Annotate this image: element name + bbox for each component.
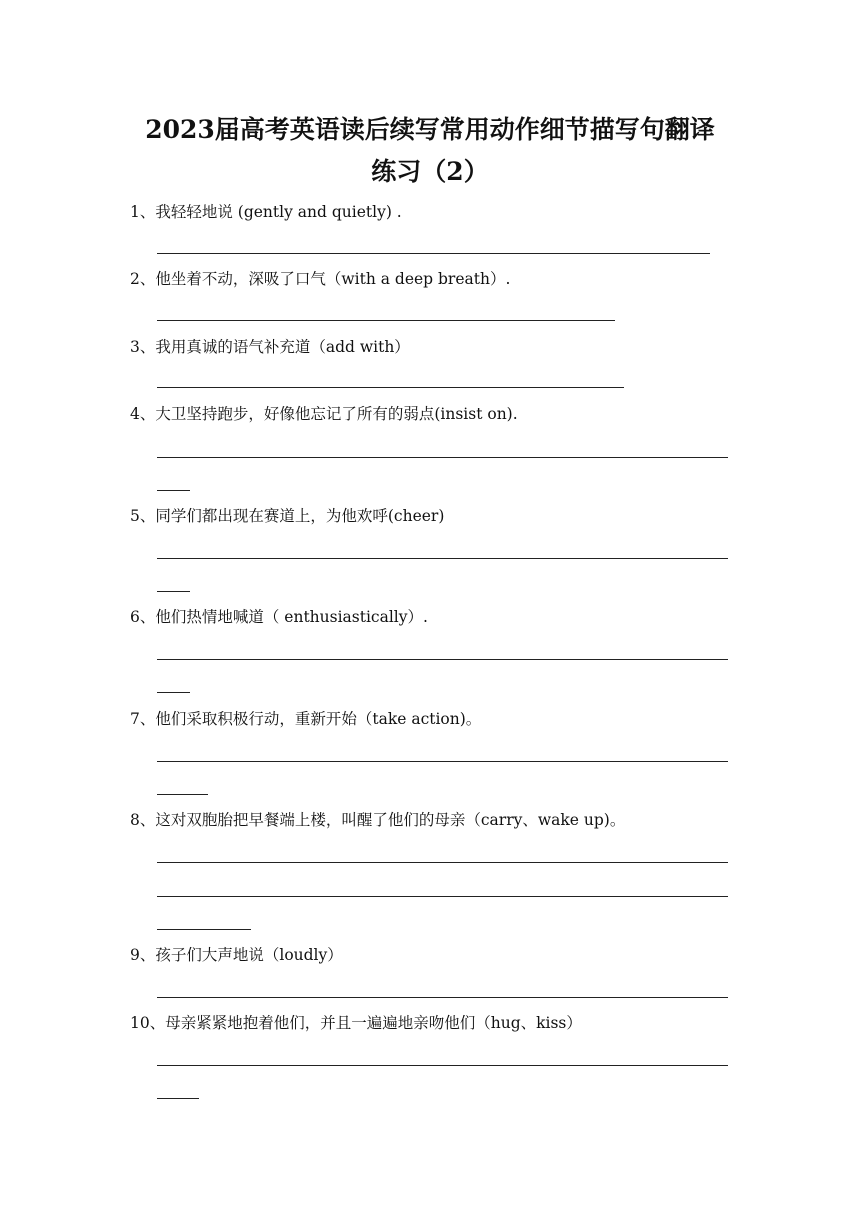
answer-line[interactable] <box>157 761 728 762</box>
answer-line[interactable] <box>157 253 710 254</box>
question-8: 8、这对双胞胎把早餐端上楼，叫醒了他们的母亲（carry、wake up)。 <box>130 811 626 829</box>
question-7: 7、他们采取积极行动，重新开始（take action)。 <box>130 710 482 728</box>
answer-line[interactable] <box>157 896 728 897</box>
question-2: 2、他坐着不动，深吸了口气（with a deep breath）. <box>130 270 511 288</box>
answer-line[interactable] <box>157 558 728 559</box>
answer-line[interactable] <box>157 1065 728 1066</box>
question-4: 4、大卫坚持跑步，好像他忘记了所有的弱点(insist on). <box>130 405 518 423</box>
question-9: 9、孩子们大声地说（loudly） <box>130 946 343 964</box>
question-1: 1、我轻轻地说 (gently and quietly) . <box>130 203 402 221</box>
question-3: 3、我用真诚的语气补充道（add with） <box>130 338 410 356</box>
answer-line[interactable] <box>157 320 615 321</box>
document-title-line-1: 2023届高考英语读后续写常用动作细节描写句翻译 <box>145 115 715 144</box>
answer-line[interactable] <box>157 862 728 863</box>
question-5: 5、同学们都出现在赛道上，为他欢呼(cheer) <box>130 507 445 525</box>
question-6: 6、他们热情地喊道（ enthusiastically）. <box>130 608 428 626</box>
answer-line[interactable] <box>157 457 728 458</box>
answer-line-continuation[interactable] <box>157 490 190 491</box>
answer-line[interactable] <box>157 387 624 388</box>
answer-line-continuation[interactable] <box>157 591 190 592</box>
answer-line-continuation[interactable] <box>157 692 190 693</box>
answer-line[interactable] <box>157 997 728 998</box>
answer-line[interactable] <box>157 659 728 660</box>
answer-line-continuation[interactable] <box>157 929 251 930</box>
answer-line-continuation[interactable] <box>157 1098 199 1099</box>
question-10: 10、母亲紧紧地抱着他们，并且一遍遍地亲吻他们（hug、kiss） <box>130 1014 582 1032</box>
document-title-line-2: 练习（2） <box>371 157 489 186</box>
answer-line-continuation[interactable] <box>157 794 208 795</box>
